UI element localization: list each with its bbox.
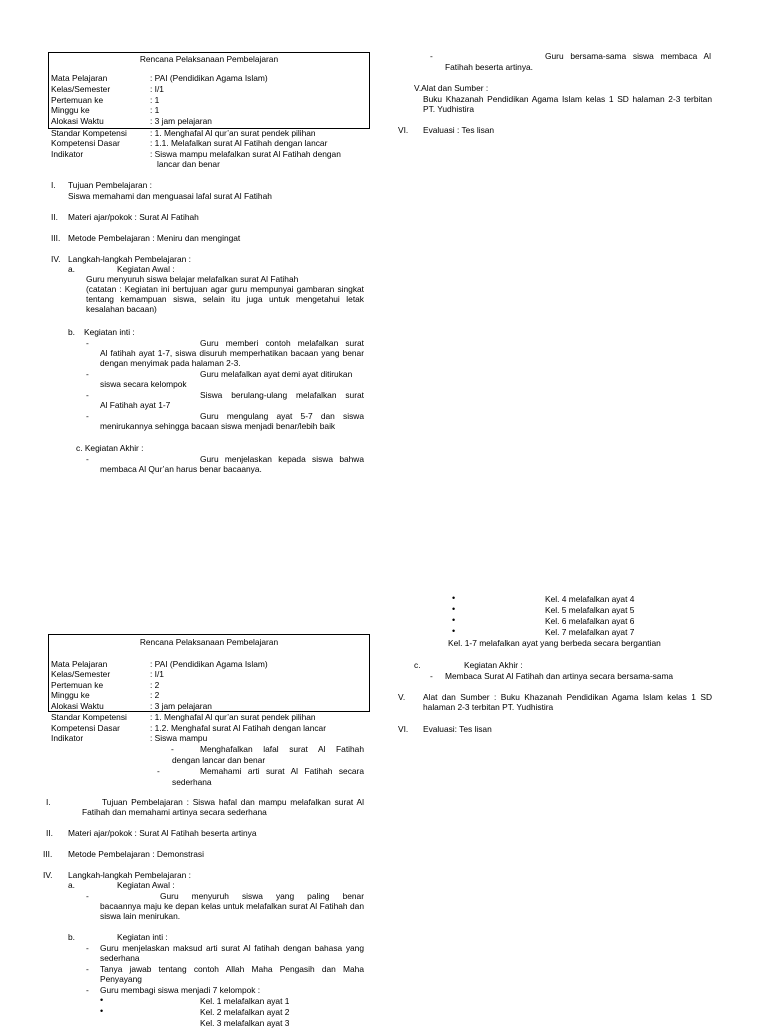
group-note: Kel. 1-7 melafalkan ayat yang berbeda secara bergantian [448,638,661,648]
sub-label: a. [68,264,75,274]
section-text: Evaluasi : Tes lisan [423,125,495,135]
section-text: Tujuan Pembelajaran : Siswa hafal dan mampu melafalkan surat Al Fatihah dan memahami artinya secara sederhana [82,797,364,818]
info-value: : 1 [150,95,160,105]
section-number: VI. [398,724,409,734]
section-number: III. [43,849,53,859]
group-item: Kel. 1 melafalkan ayat 1 [200,996,290,1006]
indicator-value: : Siswa mampu [150,733,208,743]
sub-title: Kegiatan inti : [84,327,135,337]
group-item: Kel. 5 melafalkan ayat 5 [545,605,635,615]
list-item-text: siswa secara kelompok [100,379,187,389]
sub-title: Kegiatan Akhir : [464,660,523,670]
section-title: Langkah-langkah Pembelajaran : [68,870,191,880]
list-item-text: sederhana [172,777,212,787]
info-label: Mata Pelajaran [51,659,108,669]
section-number: II. [51,212,58,222]
info-value: : PAI (Pendidikan Agama Islam) [150,659,268,669]
sub-label: b. [68,932,75,942]
dash-bullet: - [86,985,89,995]
list-item-lead: Guru melafalkan ayat demi ayat ditirukan [200,369,353,379]
section-title: V.Alat dan Sumber : [414,83,489,93]
bullet-icon: • [452,604,456,614]
bullet-icon: • [100,1006,104,1016]
sub-title: Kegiatan Awal : [117,264,175,274]
indicator-value: : Siswa mampu melafalkan surat Al Fatihah dengan [150,149,341,159]
sk-value: : 1. Menghafal Al qur’an surat pendek pilihan [150,712,316,722]
indicator-label: Indikator [51,733,84,743]
info-label: Minggu ke [51,690,90,700]
kd-value: : 1.1. Melafalkan surat Al Fatihah dengan lancar [150,138,328,148]
section-text: Materi ajar/pokok : Surat Al Fatihah [68,212,199,222]
section-number: V. [398,692,406,702]
info-label: Pertemuan ke [51,680,104,690]
section-text: Alat dan Sumber : Buku Khazanah Pendidikan Agama Islam kelas 1 SD halaman 2-3 terbitan PT. Yudhistira [423,692,712,713]
section-text: Materi ajar/pokok : Surat Al Fatihah beserta artinya [68,828,257,838]
list-item-lead: Guru bersama-sama siswa membaca Al [545,51,711,61]
info-label: Mata Pelajaran [51,73,108,83]
info-value: : PAI (Pendidikan Agama Islam) [150,73,268,83]
sub-label: a. [68,880,75,890]
section-title: Tujuan Pembelajaran : [68,180,152,190]
list-item-lead: Guru menjelaskan kepada siswa bahwa [200,454,364,464]
dash-bullet: - [86,454,89,464]
dash-bullet: - [86,369,89,379]
section-title: Langkah-langkah Pembelajaran : [68,254,191,264]
list-item-lead: Guru mengulang ayat 5-7 dan siswa [200,411,364,421]
section-number: I. [46,797,51,807]
list-item-text: Tanya jawab tentang contoh Allah Maha Pengasih dan Maha Penyayang [100,964,364,985]
list-item-text: menirukannya sehingga bacaan siswa menjadi benar/lebih baik [100,421,336,431]
info-value: : 3 jam pelajaran [150,701,212,711]
bullet-icon: • [100,995,104,1005]
section-text: Metode Pembelajaran : Demonstrasi [68,849,204,859]
dash-bullet: - [430,671,433,681]
info-label: Alokasi Waktu [51,701,104,711]
section-number: II. [46,828,53,838]
list-item-lead: Guru memberi contoh melafalkan surat [200,338,364,348]
info-label: Kelas/Semester [51,84,111,94]
list-item-lead: Guru menyuruh siswa yang paling benar [160,891,364,901]
list-item-lead: Siswa berulang-ulang melafalkan surat [200,390,364,400]
dash-bullet: - [171,744,174,754]
list-item-text: Membaca Surat Al Fatihah dan artinya secara bersama-sama [445,671,674,681]
paragraph: Guru menyuruh siswa belajar melafalkan surat Al Fatihah [86,274,299,284]
sub-title: Kegiatan Awal : [117,880,175,890]
group-item: Kel. 3 melafalkan ayat 3 [200,1018,290,1028]
list-item-lead: Memahami arti surat Al Fatihah secara [200,766,364,776]
info-value: : I/1 [150,84,164,94]
section-number: IV. [43,870,53,880]
list-item-text: Guru membagi siswa menjadi 7 kelompok : [100,985,261,995]
dash-bullet: - [157,766,160,776]
info-label: Kelas/Semester [51,669,111,679]
info-value: : 2 [150,680,160,690]
group-item: Kel. 7 melafalkan ayat 7 [545,627,635,637]
info-value: : 1 [150,105,160,115]
section-number: VI. [398,125,409,135]
list-item-text: Al Fatihah ayat 1-7 [100,400,171,410]
dash-bullet: - [86,964,89,974]
bullet-icon: • [452,593,456,603]
sk-label: Standar Kompetensi [51,712,127,722]
kd-label: Kompetensi Dasar [51,138,120,148]
list-item-text: Al fatihah ayat 1-7, siswa disuruh memperhatikan bacaan yang benar dengan menyimak pada halaman 2-3. [100,348,364,369]
sub-label: c. [414,660,421,670]
dash-bullet: - [86,338,89,348]
bullet-icon: • [452,626,456,636]
group-item: Kel. 6 melafalkan ayat 6 [545,616,635,626]
section-text: Metode Pembelajaran : Meniru dan mengingat [68,233,241,243]
indicator-value-cont: lancar dan benar [157,159,220,169]
bullet-icon: • [452,615,456,625]
list-item-text: Fatihah beserta artinya. [445,62,533,72]
list-item-lead: Menghafalkan lafal surat Al Fatihah [200,744,364,754]
section-text: Buku Khazanah Pendidikan Agama Islam kelas 1 SD halaman 2-3 terbitan PT. Yudhistira [423,94,712,115]
list-item-text: Guru menjelaskan maksud arti surat Al fatihah dengan bahasa yang sederhana [100,943,364,964]
box-title: Rencana Pelaksanaan Pembelajaran [139,54,279,64]
kd-value: : 1.2. Menghafal surat Al Fatihah dengan lancar [150,723,326,733]
indicator-label: Indikator [51,149,84,159]
info-value: : 3 jam pelajaran [150,116,212,126]
info-label: Alokasi Waktu [51,116,104,126]
info-value: : 2 [150,690,160,700]
sub-title: Kegiatan inti : [117,932,168,942]
group-item: Kel. 2 melafalkan ayat 2 [200,1007,290,1017]
dash-bullet: - [86,943,89,953]
section-number: I. [51,180,56,190]
info-value: : I/1 [150,669,164,679]
section-number: III. [51,233,61,243]
group-item: Kel. 4 melafalkan ayat 4 [545,594,635,604]
section-number: IV. [51,254,61,264]
section-text: Evaluasi: Tes lisan [423,724,492,734]
sk-label: Standar Kompetensi [51,128,127,138]
dash-bullet: - [430,51,433,61]
dash-bullet: - [86,390,89,400]
sk-value: : 1. Menghafal Al qur’an surat pendek pilihan [150,128,316,138]
list-item-text: membaca Al Qur’an harus benar bacaanya. [100,464,262,474]
info-label: Pertemuan ke [51,95,104,105]
sub-title: c. Kegiatan Akhir : [76,443,144,453]
dash-bullet: - [86,411,89,421]
info-label: Minggu ke [51,105,90,115]
section-text: Siswa memahami dan menguasai lafal surat Al Fatihah [68,191,272,201]
kd-label: Kompetensi Dasar [51,723,120,733]
list-item-text: bacaannya maju ke depan kelas untuk melafalkan surat Al Fatihah dan siswa lain menirukan. [100,901,364,922]
paragraph: (catatan : Kegiatan ini bertujuan agar guru mempunyai gambaran singkat tentang kemampuan siswa, selain itu juga untuk mengetahui letak kesalahan bacaan) [86,284,364,315]
list-item-text: dengan lancar dan benar [172,755,266,765]
box-title: Rencana Pelaksanaan Pembelajaran [139,637,279,647]
sub-label: b. [68,327,75,337]
dash-bullet: - [86,891,89,901]
